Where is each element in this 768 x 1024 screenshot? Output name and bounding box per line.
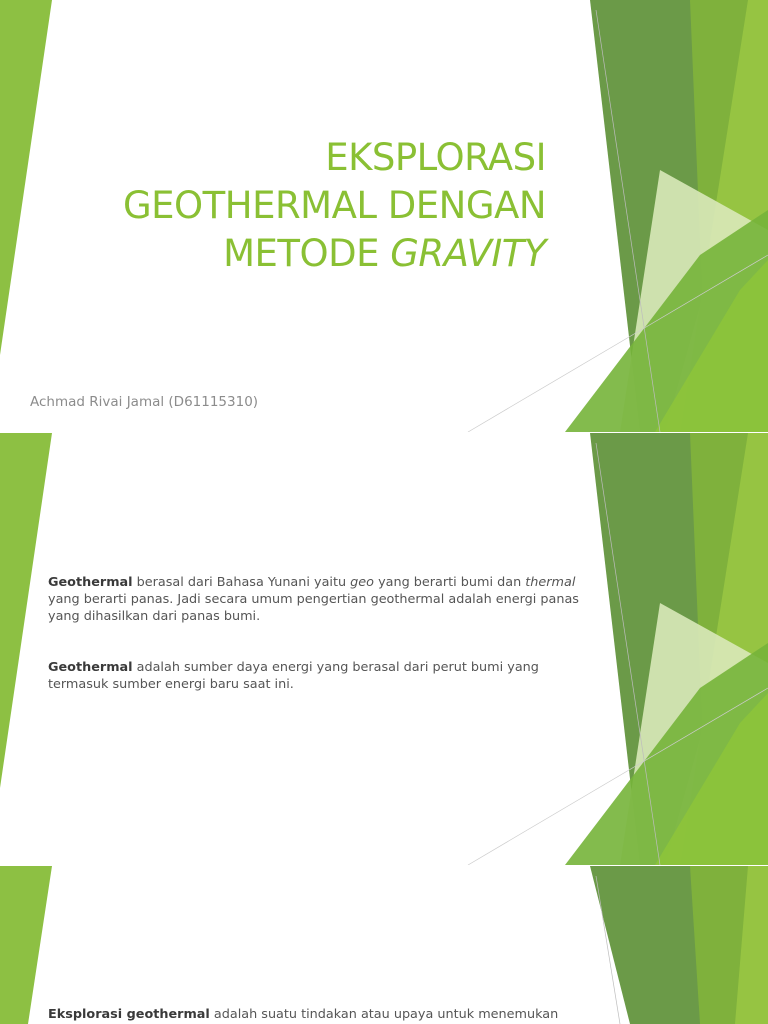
slide-2-decoration bbox=[0, 433, 768, 865]
title-line-3b: GRAVITY bbox=[390, 232, 546, 275]
paragraph-text: berasal dari Bahasa Yunani yaitu bbox=[132, 575, 351, 590]
paragraph-geothermal-resource bbox=[48, 659, 588, 693]
slide-1 bbox=[0, 0, 768, 432]
page-title bbox=[123, 134, 546, 278]
left-green-wedge bbox=[0, 0, 52, 355]
title-line-3a: METODE bbox=[223, 232, 391, 275]
paragraph-text: yang berarti bumi dan bbox=[374, 575, 526, 590]
title-line-2: GEOTHERMAL DENGAN bbox=[123, 184, 546, 227]
left-green-wedge bbox=[0, 433, 52, 788]
title-line-1: EKSPLORASI bbox=[325, 136, 546, 179]
paragraph-text: adalah suatu tindakan atau upaya untuk menemukan bbox=[209, 1007, 559, 1022]
paragraph-lead: Geothermal bbox=[48, 660, 133, 675]
term-geo: geo bbox=[350, 575, 374, 590]
paragraph-text: adalah sumber daya energi yang berasal dari perut bumi yang termasuk sumber energi baru saat ini. bbox=[48, 660, 539, 692]
paragraph-exploration bbox=[48, 1006, 588, 1023]
paragraph-lead: Geothermal bbox=[48, 575, 133, 590]
term-thermal: thermal bbox=[525, 575, 576, 590]
left-green-wedge bbox=[0, 866, 52, 1024]
paragraph-text: yang berarti panas. Jadi secara umum pengertian geothermal adalah energi panas yang dihasilkan dari panas bumi. bbox=[48, 592, 579, 624]
slide-3-decoration bbox=[0, 866, 768, 1024]
paragraph-lead: Eksplorasi geothermal bbox=[48, 1007, 210, 1022]
slide-3 bbox=[0, 866, 768, 1024]
slide-2 bbox=[0, 433, 768, 865]
author-subtitle: Achmad Rivai Jamal (D61115310) bbox=[30, 394, 259, 410]
paragraph-geothermal-definition bbox=[48, 574, 588, 625]
